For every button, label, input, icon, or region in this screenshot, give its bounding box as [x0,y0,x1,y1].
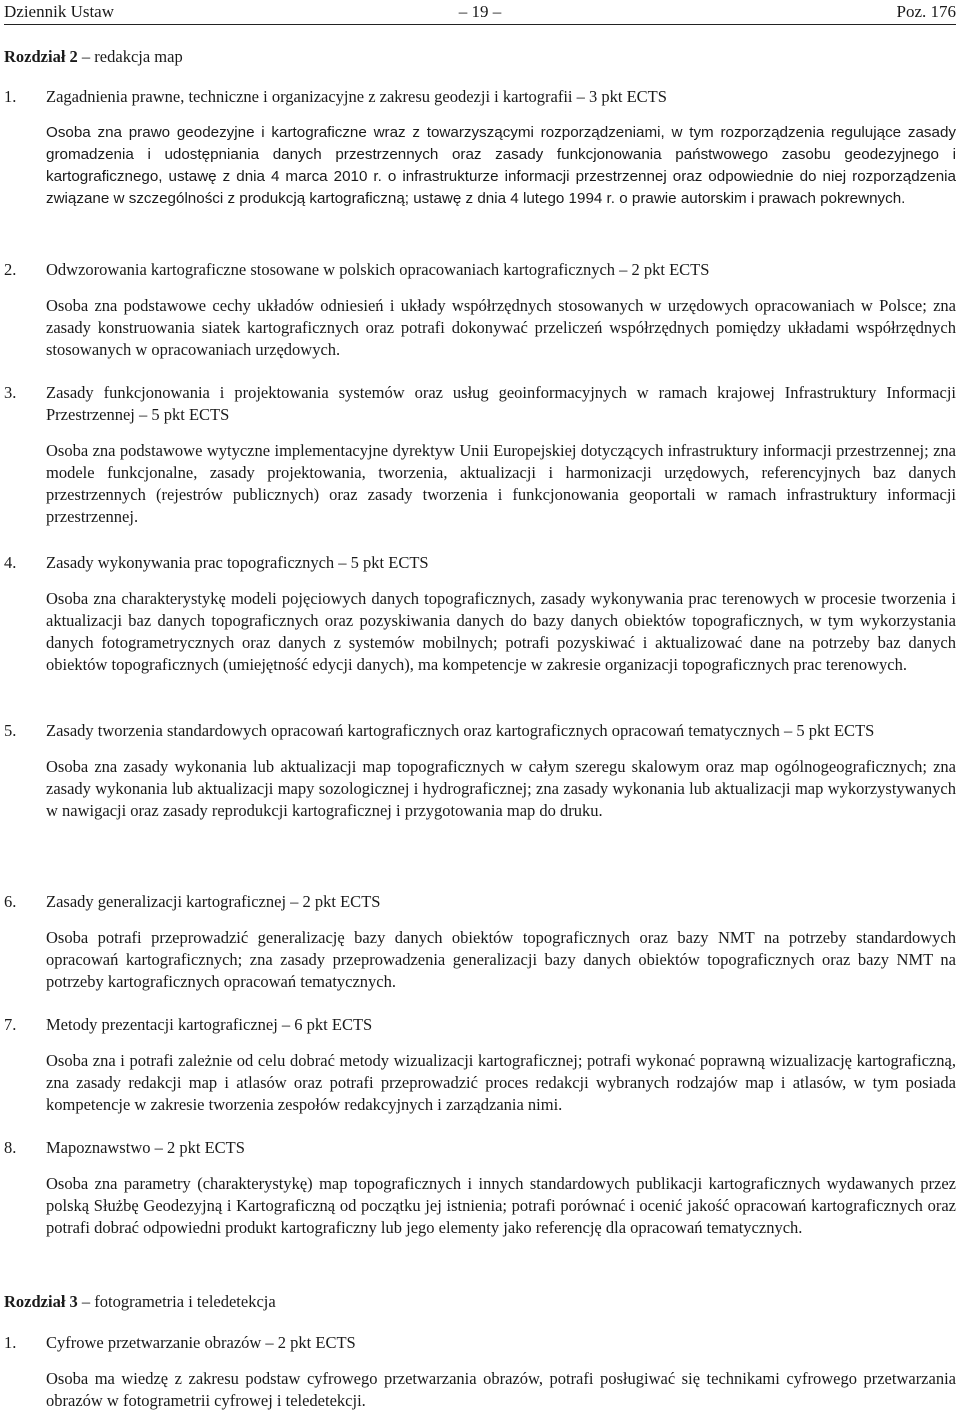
journal-title: Dziennik Ustaw [4,2,115,21]
item-title: Zasady generalizacji kartograficznej – 2 pkt ECTS [46,892,381,911]
item-number: 5. [4,721,17,740]
item-number: 8. [4,1138,17,1157]
item-number: 6. [4,892,17,911]
item-description: Osoba zna zasady wykonania lub aktualizacji map topograficznych w całym szeregu skalowym oraz map ogólnogeograficznych; zna zasady wykonania lub aktualizacji mapy sozologicznej i hydrograficznej; zna zasady wykonania lub aktualizacji map wykorzystywanych w nawigacji oraz zasady reprodukcji kartograficznej i przygotowania map do druku. [46,757,956,820]
section-item [0,720,956,822]
item-description: Osoba ma wiedzę z zakresu podstaw cyfrowego przetwarzania obrazów, potrafi posługiwać się technikami cyfrowego przetwarzania obrazów w fotogrametrii cyfrowej i teledetekcji. [46,1369,956,1410]
section-item [0,1137,956,1239]
item-title: Metody prezentacji kartograficznej – 6 pkt ECTS [46,1015,373,1034]
chapter-subtitle: – fotogrametria i teledetekcja [77,1292,276,1311]
item-number: 7. [4,1015,17,1034]
chapter-subtitle: – redakcja map [77,47,183,66]
section-item [0,259,956,361]
item-title: Zasady tworzenia standardowych opracowań kartograficznych oraz kartograficznych opracowań tematycznych – 5 pkt ECTS [46,721,875,740]
section-item [0,891,956,993]
item-description: Osoba zna podstawowe cechy układów odniesień i układy współrzędnych stosowanych w urzędowych opracowaniach w Polsce; zna zasady konstruowania siatek kartograficznych oraz potrafi dokonywać przeliczeń współrzędnych pomiędzy układami współrzędnych stosowanych w opracowaniach urzędowych. [46,296,956,359]
item-number: 1. [4,1333,17,1352]
section-item [0,86,956,210]
section-item [0,382,956,528]
item-description: Osoba zna parametry (charakterystykę) map topograficznych i innych standardowych publikacji kartograficznych wydawanych przez polską Służbę Geodezyjną i Kartograficzną od początku jej istnienia; potrafi porównać i ocenić jakość opracowań kartograficznych oraz potrafi dobrać odpowiedni produkt kartograficzny lub jego elementy jako referencję dla opracowań tematycznych. [46,1174,956,1237]
chapter-label: Rozdział 3 [4,1292,78,1311]
item-title: Cyfrowe przetwarzanie obrazów – 2 pkt ECTS [46,1333,356,1352]
item-title: Zasady funkcjonowania i projektowania systemów oraz usług geoinformacyjnych w ramach krajowej Infrastruktury Informacji Przestrzennej – 5 pkt ECTS [46,383,956,424]
item-description: Osoba zna podstawowe wytyczne implementacyjne dyrektyw Unii Europejskiej dotyczących infrastruktury informacji przestrzennej; zna modele funkcjonalne, zasady projektowania, tworzenia, aktualizacji i harmonizacji urzędowych, referencyjnych baz danych przestrzennych (rejestrów publicznych) oraz zasady tworzenia i funkcjonowania geoportali w ramach infrastruktury informacji przestrzennej. [46,441,956,526]
chapter-2-heading [4,46,183,68]
section-item [0,1332,956,1412]
page-number: – 19 – [458,2,502,21]
item-number: 2. [4,260,17,279]
item-title: Zasady wykonywania prac topograficznych – 5 pkt ECTS [46,553,429,572]
item-description: Osoba zna i potrafi zależnie od celu dobrać metody wizualizacji kartograficznej; potrafi wykonać poprawną wizualizację kartograficzną, zna zasady redakcji map i atlasów oraz potrafi przeprowadzić proces redakcji wybranych rodzajów map i atlasów, w tym posiada kompetencje w zakresie tworzenia zespołów redakcyjnych i zarządzania nimi. [46,1051,956,1114]
section-item [0,552,956,676]
section-item [0,1014,956,1116]
chapter-3-heading [4,1291,276,1313]
item-title: Odwzorowania kartograficzne stosowane w polskich opracowaniach kartograficznych – 2 pkt ECTS [46,260,710,279]
item-title: Zagadnienia prawne, techniczne i organizacyjne z zakresu geodezji i kartografii – 3 pkt ECTS [46,87,667,106]
item-description: Osoba zna prawo geodezyjne i kartograficzne wraz z towarzyszącymi rozporządzeniami, w tym rozporządzenia regulujące zasady gromadzenia i udostępniania danych przestrzennych oraz zasady funkcjonowania państwowego zasobu geodezyjnego i kartograficznego, ustawę z dnia 4 marca 2010 r. o infrastrukturze informacji przestrzennej oraz odpowiednie do niej rozporządzenia związane w szczególności z produkcją kartograficzną; ustawę z dnia 4 lutego 1994 r. o prawie autorskim i prawach pokrewnych. [46,124,956,207]
item-description: Osoba potrafi przeprowadzić generalizację bazy danych obiektów topograficznych oraz bazy NMT na potrzeby standardowych opracowań kartograficznych; zna zasady przeprowadzenia generalizacji bazy danych obiektów topograficznych oraz bazy NMT na potrzeby kartograficznych opracowań tematycznych. [46,928,956,991]
item-number: 1. [4,87,17,106]
position-number: Poz. 176 [896,2,956,21]
item-number: 3. [4,383,17,402]
page-header [4,0,956,25]
chapter-label: Rozdział 2 [4,47,78,66]
item-title: Mapoznawstwo – 2 pkt ECTS [46,1138,245,1157]
item-number: 4. [4,553,17,572]
item-description: Osoba zna charakterystykę modeli pojęciowych danych topograficznych, zasady wykonywania prac terenowych w procesie tworzenia i aktualizacji baz danych topograficznych oraz pozyskiwania danych do bazy danych obiektów topograficznych, w tym wykorzystania danych fotogrametrycznych oraz danych z systemów mobilnych; potrafi pozyskiwać i aktualizować dane na potrzeby baz danych obiektów topograficznych (umiejętność edycji danych), ma kompetencje w zakresie organizacji topograficznych prac terenowych. [46,589,956,674]
